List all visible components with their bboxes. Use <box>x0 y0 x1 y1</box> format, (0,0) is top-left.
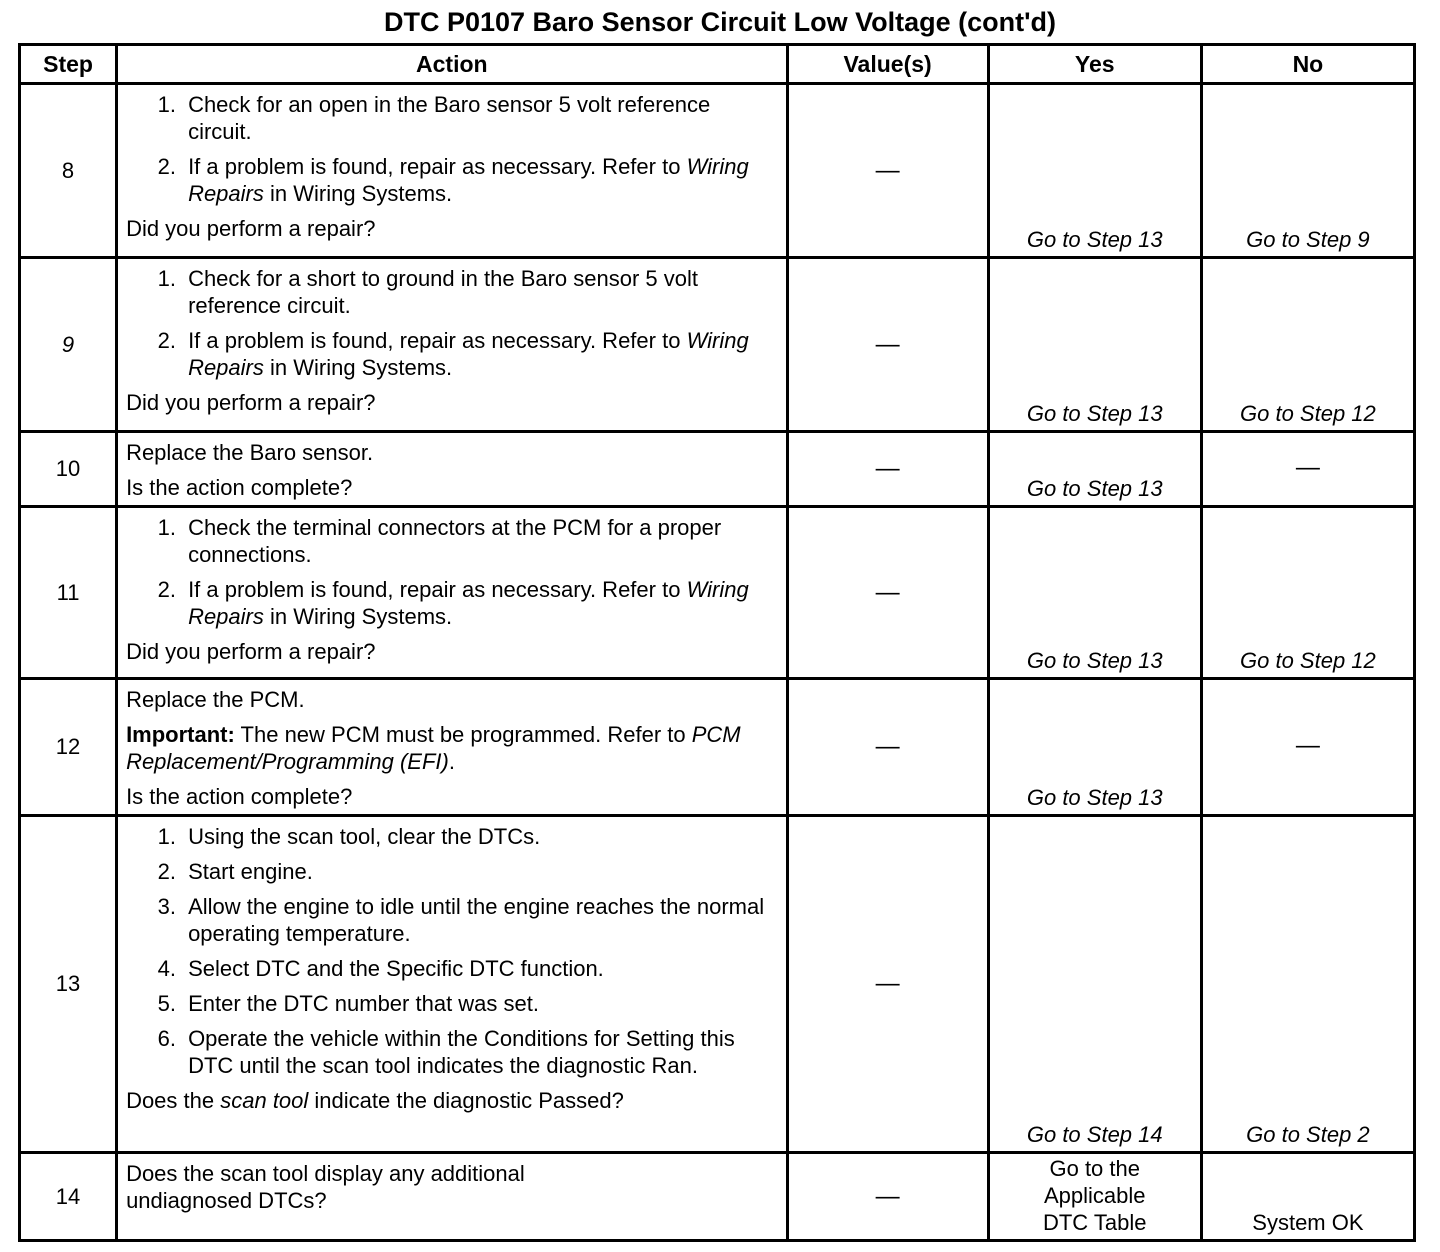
action-list <box>126 823 777 1079</box>
important-note: Important: The new PCM must be programmed. Refer to PCM Replacement/Programming (EFI). <box>126 722 741 774</box>
action-question: Is the action complete? <box>126 784 353 809</box>
action-list <box>126 514 777 630</box>
list-item: 4. Select DTC and the Specific DTC function. <box>182 955 777 982</box>
action-text: Replace the Baro sensor. <box>126 440 374 465</box>
action-question: Is the action complete? <box>126 475 353 500</box>
list-item: 2. If a problem is found, repair as necessary. Refer to Wiring Repairs in Wiring Systems. <box>182 153 777 207</box>
action-question: Did you perform a repair? <box>126 639 376 664</box>
list-item: 1. Using the scan tool, clear the DTCs. <box>182 823 777 850</box>
reference-link: PCM Replacement/Programming (EFI) <box>126 722 741 774</box>
yes-result: Go to the Applicable DTC Table <box>988 1153 1201 1241</box>
table-row <box>20 1153 1415 1241</box>
header-action: Action <box>117 45 787 84</box>
list-item: 1. Check for an open in the Baro sensor 5 volt reference circuit. <box>182 91 777 145</box>
list-item: 1. Check the terminal connectors at the PCM for a proper connections. <box>182 514 777 568</box>
action-cell <box>117 507 787 679</box>
step-number: 10 <box>20 432 117 507</box>
value-cell: — <box>787 432 988 507</box>
yes-result: Go to Step 13 <box>988 507 1201 679</box>
value-cell: — <box>787 679 988 816</box>
no-result: Go to Step 12 <box>1201 507 1414 679</box>
value-cell: — <box>787 816 988 1153</box>
action-question: Did you perform a repair? <box>126 390 376 415</box>
action-text: Replace the PCM. <box>126 687 305 712</box>
header-yes: Yes <box>988 45 1201 84</box>
step-number: 8 <box>20 84 117 258</box>
yes-result: Go to Step 13 <box>988 258 1201 432</box>
step-number: 13 <box>20 816 117 1153</box>
no-result: Go to Step 9 <box>1201 84 1414 258</box>
yes-result: Go to Step 13 <box>988 84 1201 258</box>
step-number: 14 <box>20 1153 117 1241</box>
header-no: No <box>1201 45 1414 84</box>
table-row <box>20 84 1415 258</box>
action-cell <box>117 679 787 816</box>
value-cell: — <box>787 84 988 258</box>
step-number: 12 <box>20 679 117 816</box>
list-item: 2. If a problem is found, repair as necessary. Refer to Wiring Repairs in Wiring Systems. <box>182 576 777 630</box>
list-item: 5. Enter the DTC number that was set. <box>182 990 777 1017</box>
value-cell: — <box>787 1153 988 1241</box>
action-question: Does the scan tool display any additional undiagnosed DTCs? <box>126 1161 525 1213</box>
no-result: — <box>1201 679 1414 816</box>
table-row <box>20 679 1415 816</box>
list-item: 2. If a problem is found, repair as necessary. Refer to Wiring Repairs in Wiring Systems. <box>182 327 777 381</box>
no-result: System OK <box>1201 1153 1414 1241</box>
header-values: Value(s) <box>787 45 988 84</box>
step-number: 11 <box>20 507 117 679</box>
action-list <box>126 91 777 207</box>
header-step: Step <box>20 45 117 84</box>
table-row <box>20 432 1415 507</box>
diagnostic-table <box>18 43 1416 1242</box>
list-item: 6. Operate the vehicle within the Conditions for Setting this DTC until the scan tool indicates the diagnostic Ran. <box>182 1025 777 1079</box>
list-item: 3. Allow the engine to idle until the engine reaches the normal operating temperature. <box>182 893 777 947</box>
action-question: Did you perform a repair? <box>126 216 376 241</box>
action-cell <box>117 84 787 258</box>
action-cell <box>117 258 787 432</box>
table-row <box>20 258 1415 432</box>
yes-result: Go to Step 13 <box>988 432 1201 507</box>
no-result: Go to Step 12 <box>1201 258 1414 432</box>
table-header-row <box>20 45 1415 84</box>
action-cell <box>117 1153 787 1241</box>
action-cell <box>117 432 787 507</box>
table-row <box>20 816 1415 1153</box>
list-item: 1. Check for a short to ground in the Baro sensor 5 volt reference circuit. <box>182 265 777 319</box>
value-cell: — <box>787 258 988 432</box>
table-row <box>20 507 1415 679</box>
no-result: — <box>1201 432 1414 507</box>
important-label: Important: <box>126 722 235 747</box>
step-number: 9 <box>20 258 117 432</box>
action-cell <box>117 816 787 1153</box>
list-item: 2. Start engine. <box>182 858 777 885</box>
action-list <box>126 265 777 381</box>
yes-result: Go to Step 14 <box>988 816 1201 1153</box>
no-result: Go to Step 2 <box>1201 816 1414 1153</box>
yes-result: Go to Step 13 <box>988 679 1201 816</box>
page-title: DTC P0107 Baro Sensor Circuit Low Voltage (cont'd) <box>383 7 1057 37</box>
action-question: Does the scan tool indicate the diagnostic Passed? <box>126 1088 624 1113</box>
value-cell: — <box>787 507 988 679</box>
